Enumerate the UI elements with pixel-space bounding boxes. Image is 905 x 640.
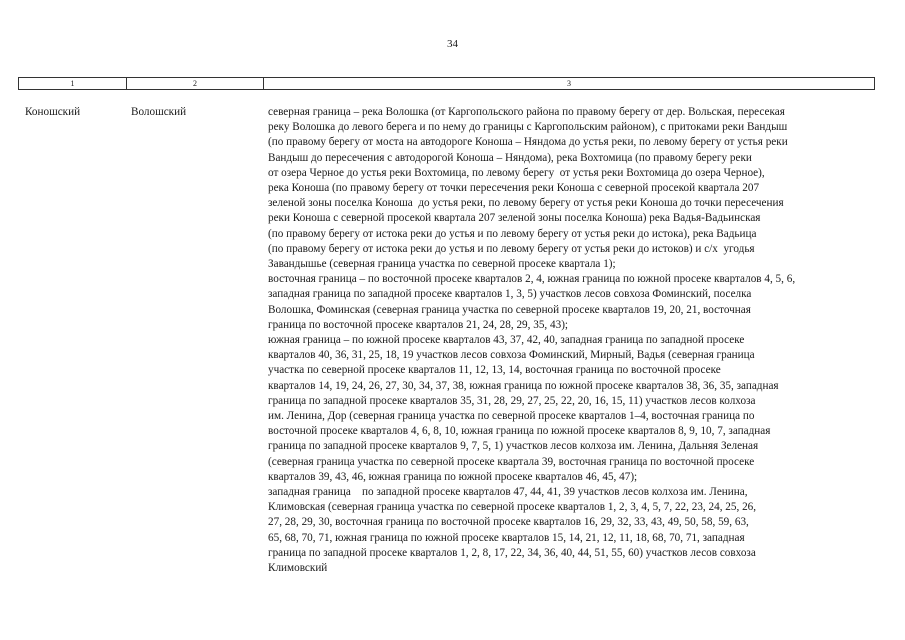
boundary-description	[268, 105, 878, 576]
description-line: граница по западной просеке кварталов 9, 7, 5, 1) участков лесов колхоза им. Ленина, Дальняя Зеленая	[268, 440, 759, 453]
description-line: восточной просеке кварталов 4, 6, 8, 10, южная граница по южной просеке кварталов 8, 9, 10, 7, западная	[268, 425, 771, 438]
description-line: реки Коноша с северной просекой квартала 207 зеленой зоны поселка Коноша) река Вадья-Вадьинская	[268, 212, 761, 225]
description-line: западная граница по западной просеке кварталов 1, 3, 5) участков лесов совхоза Фоминский, поселка	[268, 288, 752, 301]
description-line: реку Волошка до левого берега и по нему до границы с Каргопольским районом), с притоками реки Вандыш	[268, 121, 788, 134]
description-line: 27, 28, 29, 30, восточная граница по восточной просеке кварталов 16, 29, 32, 33, 43, 49, 50, 58, 59, 63,	[268, 516, 749, 529]
column-header-row	[19, 78, 875, 90]
description-line: кварталов 39, 43, 46, южная граница по южной просеке кварталов 46, 45, 47);	[268, 470, 638, 483]
description-line: кварталов 14, 19, 24, 26, 27, 30, 34, 37, 38, южная граница по южной просеке кварталов 38, 36, 35, западная	[268, 379, 779, 392]
description-line: река Коноша (по правому берегу от точки пересечения реки Коноша с северной просекой квартала 207	[268, 182, 760, 195]
description-line: Волошка, Фоминская (северная граница участка по северной просеке кварталов 19, 20, 21, восточная	[268, 303, 751, 316]
description-line: зеленой зоны поселка Коноша до устья реки, по левому берегу от устья реки Коноша до точки пересечения	[268, 197, 784, 210]
description-line: северная граница – река Волошка (от Каргопольского района по правому берегу от дер. Вольская, пересекая	[268, 106, 785, 118]
column-header-table	[18, 77, 875, 90]
column-header-1: 1	[19, 78, 127, 90]
description-line: кварталов 40, 36, 31, 25, 18, 19 участков лесов совхоза Фоминский, Мирный, Вадья (северная граница	[268, 349, 755, 362]
description-line: восточная граница – по восточной просеке кварталов 2, 4, южная граница по южной просеке кварталов 4, 5, 6,	[268, 273, 796, 286]
description-line: (по правому берегу от истока реки до устья и по левому берегу от устья реки до истоков) и с/х угодья	[268, 242, 755, 255]
column-header-2: 2	[127, 78, 264, 90]
column-header-3: 3	[264, 78, 875, 90]
description-line: (северная граница участка по северной просеке квартала 39, восточная граница по восточной просеке	[268, 455, 755, 468]
description-line: Климовский	[268, 562, 328, 575]
description-line: Завандышье (северная граница участка по северной просеке квартала 1);	[268, 258, 616, 271]
description-line: им. Ленина, Дор (северная граница участка по северной просеке кварталов 1–4, восточная граница по	[268, 410, 755, 423]
description-line: участка по северной просеке кварталов 11, 12, 13, 14, восточная граница по восточной просеке	[268, 364, 721, 377]
description-line: Вандыш до пересечения с автодорогой Коноша – Няндома), река Вохтомица (по правому берегу реки	[268, 151, 752, 164]
description-line: южная граница – по южной просеке кварталов 43, 37, 42, 40, западная граница по западной просеке	[268, 334, 745, 347]
description-line: западная граница по западной просеке кварталов 47, 44, 41, 39 участков лесов колхоза им. Ленина,	[268, 486, 748, 499]
description-line: Климовская (северная граница участка по северной просеке кварталов 1, 2, 3, 4, 5, 7, 22, 23, 24, 25, 26,	[268, 501, 757, 514]
description-line: граница по восточной просеке кварталов 21, 24, 28, 29, 35, 43);	[268, 318, 569, 331]
district-name: Коношский	[25, 106, 81, 118]
description-line: (по правому берегу от истока реки до устья и по левому берегу от устья реки до истока), река Вадьица	[268, 227, 757, 240]
page-number: 34	[447, 38, 458, 50]
description-line: 65, 68, 70, 71, южная граница по южной просеке кварталов 15, 14, 21, 12, 11, 18, 68, 70, 71, западная	[268, 531, 745, 544]
description-line: граница по западной просеке кварталов 1, 2, 8, 17, 22, 34, 36, 40, 44, 51, 55, 60) участков лесов совхоза	[268, 546, 756, 559]
description-line: (по правому берегу от моста на автодороге Коноша – Няндома до устья реки, по левому берегу от устья реки	[268, 136, 788, 149]
description-line: от озера Черное до устья реки Вохтомица, по левому берегу от устья реки Вохтомица до озера Черное),	[268, 166, 765, 179]
forestry-name: Волошский	[131, 106, 187, 118]
description-line: граница по западной просеке кварталов 35, 31, 28, 29, 27, 25, 22, 20, 16, 15, 11) участков лесов колхоза	[268, 394, 756, 407]
